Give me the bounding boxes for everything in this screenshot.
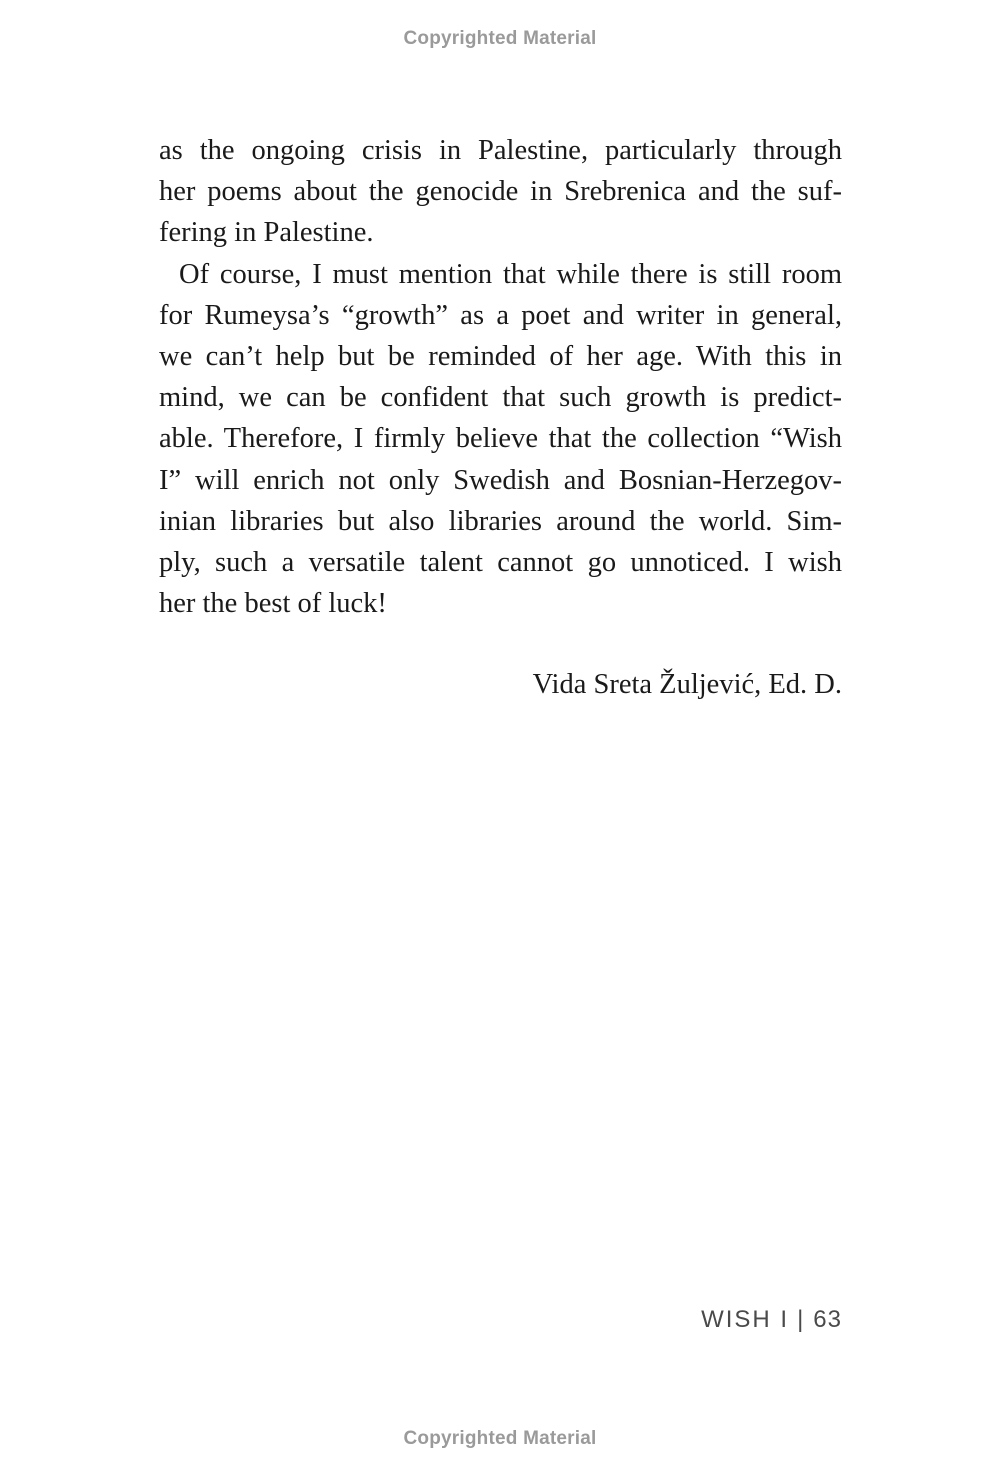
text-line: I” will enrich not only Swedish and Bosnian-Herzegov- — [159, 464, 842, 496]
copyright-watermark-bottom: Copyrighted Material — [403, 1428, 597, 1449]
text-line: mind, we can be confident that such growth is predict- — [159, 382, 842, 414]
text-line: as the ongoing crisis in Palestine, particularly through — [159, 135, 842, 166]
text-line: her the best of luck! — [159, 588, 387, 620]
text-line: ply, such a versatile talent cannot go unnoticed. I wish — [159, 547, 842, 579]
page-number: 63 — [813, 1306, 842, 1333]
footer-separator: | — [797, 1306, 806, 1333]
paragraph-2 — [159, 254, 842, 625]
text-line: her poems about the genocide in Srebrenica and the suf- — [159, 176, 842, 208]
text-line: fering in Palestine. — [159, 217, 374, 249]
copyright-watermark-top: Copyrighted Material — [403, 28, 597, 49]
text-line: we can’t help but be reminded of her age. With this in — [159, 341, 842, 373]
paragraph-1 — [159, 130, 842, 254]
author-signature: Vida Sreta Žuljević, Ed. D. — [532, 669, 842, 700]
body-text — [159, 130, 842, 624]
text-line: inian libraries but also libraries around the world. Sim- — [159, 505, 842, 537]
book-title: WISH I — [701, 1306, 790, 1333]
running-footer — [701, 1306, 842, 1334]
text-line: Of course, I must mention that while there is still room — [179, 258, 842, 290]
text-line: able. Therefore, I firmly believe that the collection “Wish — [159, 423, 842, 455]
text-line: for Rumeysa’s “growth” as a poet and writer in general, — [159, 299, 842, 331]
